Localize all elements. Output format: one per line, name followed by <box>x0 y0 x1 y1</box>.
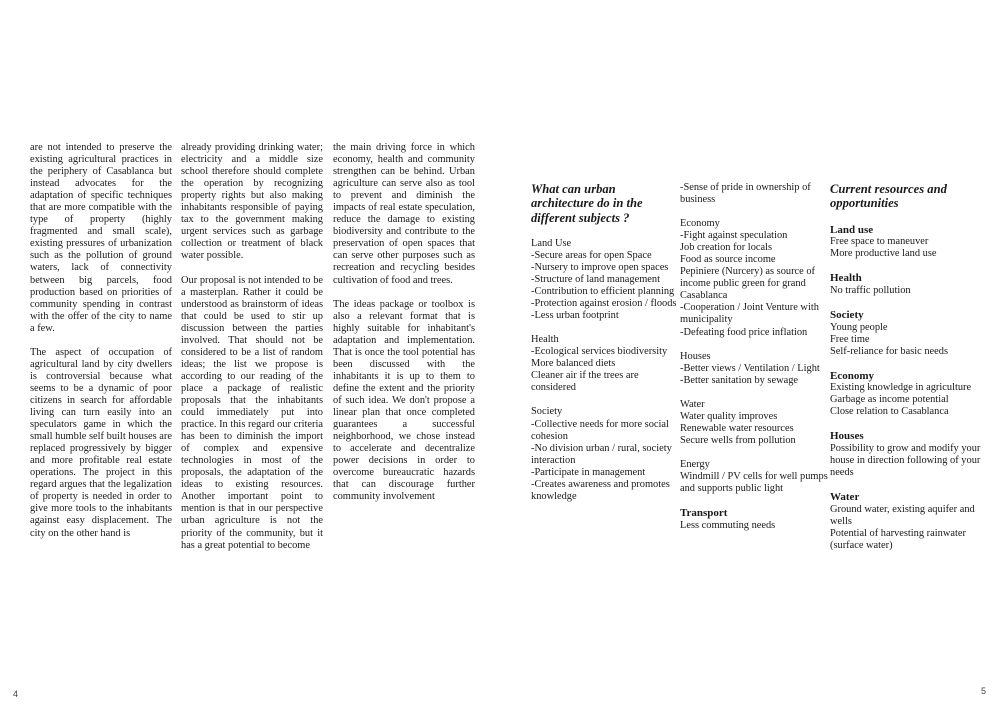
list-item: Less commuting needs <box>680 519 776 531</box>
list-item: -Participate in management <box>531 466 646 478</box>
subject-economy <box>680 218 828 338</box>
list-item: Close relation to Casablanca <box>830 406 949 418</box>
text-column-3 <box>333 142 475 515</box>
list-item: More balanced diets <box>531 358 616 370</box>
resource-society <box>830 309 990 358</box>
text-column-1 <box>30 142 172 552</box>
paragraph: The ideas package or toolbox is also a relevant format that is highly suitable for inhabitant's adaptation and implementation. That is once the tool potential has been discussed with the inhabitants it is up to them to define the extent and the priority of such idea. We don't propose a linear plan that once completed guarantees a successful neighborhood, we chose instead to accelerate and decentralize power decisions in order to overcome bureaucratic hazards that can discourage further community involvement <box>333 298 475 503</box>
resource-land-use <box>830 224 990 261</box>
list-item: Water quality improves <box>680 410 778 422</box>
urban-architecture-column-1 <box>531 182 679 515</box>
list-item: -Protection against erosion / floods <box>531 298 677 310</box>
list-item: More productive land use <box>830 248 937 260</box>
resource-title: Land use <box>830 223 874 236</box>
list-item: Ground water, existing aquifer and wells <box>830 503 975 527</box>
list-item: -Structure of land management <box>531 274 660 286</box>
paragraph: are not intended to preserve the existing agricultural practices in the periphery of Casablanca but instead advocates for the adaptation of specific techniques that are more compatible with the type of property (highly fragmented and small scale), existing pressures of urbanization such as the pollution of ground waters, lack of connectivity between big parcels, food production based on priorities of community spending in contrast with the offer of the city to name a few. <box>30 142 172 334</box>
subject-title: Health <box>531 334 559 346</box>
section-heading: What can urban architecture do in the different subjects ? <box>531 182 643 225</box>
list-item: Possibility to grow and modify your house in direction following of your needs <box>830 442 981 479</box>
urban-architecture-column-2 <box>680 182 828 544</box>
text-column-2 <box>181 142 323 564</box>
subject-title: Transport <box>680 507 728 520</box>
subject-health <box>531 334 679 394</box>
subject-houses <box>680 351 828 387</box>
list-item: Self-reliance for basic needs <box>830 345 948 357</box>
paragraph: Our proposal is not intended to be a masterplan. Rather it could be understood as brainstorm of ideas that could be used to stir up discussion between the parties involved. That should not be considered to be a list of random ideas; the list we propose is according to our reading of the place a package of realistic proposals that the inhabitants could immediately put into practice. In this regard our criteria has been to diminish the import of complex and expensive technologies in most of the proposals, the adaptation of the ideas to existing resources. Another important point to mention is that in our perspective urban agriculture is not the priority of the community, but it has a great potential to become <box>181 274 323 551</box>
list-item: Garbage as income potential <box>830 394 949 406</box>
list-item: Free time <box>830 333 870 345</box>
subject-transport <box>680 507 828 532</box>
list-item: Cleaner air if the trees are considered <box>531 370 639 394</box>
list-item: -Ecological services biodiversity <box>531 346 668 358</box>
list-item: -Sense of pride in ownership of business <box>680 182 811 206</box>
list-item: Secure wells from pollution <box>680 434 796 446</box>
subject-energy <box>680 459 828 495</box>
list-item: Pepiniere (Nurcery) as source of income public green for grand Casablanca <box>680 266 816 302</box>
subject-title: Land Use <box>531 237 572 249</box>
subject-title: Economy <box>680 218 720 230</box>
list-item: Young people <box>830 321 888 333</box>
subject-society-continued <box>680 182 828 206</box>
list-item: Renewable water resources <box>680 422 794 434</box>
list-item: -Contribution to efficient planning <box>531 286 675 298</box>
list-item: -Nursery to improve open spaces <box>531 261 669 273</box>
paragraph: The aspect of occupation of agricultural land by city dwellers is controversial because what seems to be a dynamic of poor citizens in search for affordable living can turn easily into an speculators game in which the small humble self built houses are replaced progressively by bigger and more profitable real estate operations. The project in this regard argues that the legalization of property is needed in order to give more tools to the inhabitants against easy displacement. The city on the other hand is <box>30 346 172 539</box>
subject-title: Energy <box>680 458 710 470</box>
list-item: -Defeating food price inflation <box>680 326 808 338</box>
subject-title: Water <box>680 398 705 410</box>
list-item: Job creation for locals <box>680 242 773 254</box>
subject-title: Society <box>531 406 563 418</box>
list-item: -Cooperation / Joint Venture with municipality <box>680 302 819 326</box>
list-item: No traffic pollution <box>830 284 911 296</box>
list-item: -Collective needs for more social cohesion <box>531 418 669 442</box>
resource-economy <box>830 370 990 419</box>
list-item: -Fight against speculation <box>680 230 788 242</box>
list-item: Existing knowledge in agriculture <box>830 382 972 394</box>
list-item: -Secure areas for open Space <box>531 249 652 261</box>
list-item: -Better sanitation by sewage <box>680 374 799 386</box>
subject-society <box>531 406 679 502</box>
list-item: Potential of harvesting rainwater (surface water) <box>830 527 966 551</box>
subject-water <box>680 399 828 447</box>
resource-title: Society <box>830 308 864 321</box>
resource-title: Health <box>830 272 862 285</box>
resource-houses <box>830 430 990 479</box>
paragraph: the main driving force in which economy, health and community strengthen can be behind. Urban agriculture can serve also as tool to prevent and diminish the impacts of real estate speculation, reduce the damage to existing biodiversity and contribute to the preservation of open spaces that can serve other purposes such as recreation and recycling besides cultivation of food and trees. <box>333 142 475 286</box>
resource-title: Water <box>830 491 860 504</box>
resource-title: Economy <box>830 369 874 382</box>
list-item: -Better views / Ventilation / Light <box>680 362 820 374</box>
subject-land-use <box>531 238 679 322</box>
resource-health <box>830 272 990 297</box>
list-item: Windmill / PV cells for well pumps and supports public light <box>680 470 828 494</box>
section-heading: Current resources and opportunities <box>830 182 947 211</box>
subject-title: Houses <box>680 350 711 362</box>
list-item: Free space to maneuver <box>830 236 929 248</box>
list-item: Food as source income <box>680 254 776 266</box>
resources-column <box>830 182 990 564</box>
resource-title: Houses <box>830 430 864 443</box>
list-item: -Creates awareness and promotes knowledge <box>531 478 670 502</box>
list-item: -No division urban / rural, society interaction <box>531 442 672 466</box>
paragraph: already providing drinking water; electricity and a middle size school therefore should complete the operation by recognizing property rights but also making inhabitants responsible of paying tax to the government making urgent services such as garbage collection or treatment of black water possible. <box>181 142 323 262</box>
page-number-right: 5 <box>981 686 987 696</box>
resource-water <box>830 491 990 552</box>
page-number-left: 4 <box>13 689 19 699</box>
list-item: -Less urban footprint <box>531 310 619 322</box>
